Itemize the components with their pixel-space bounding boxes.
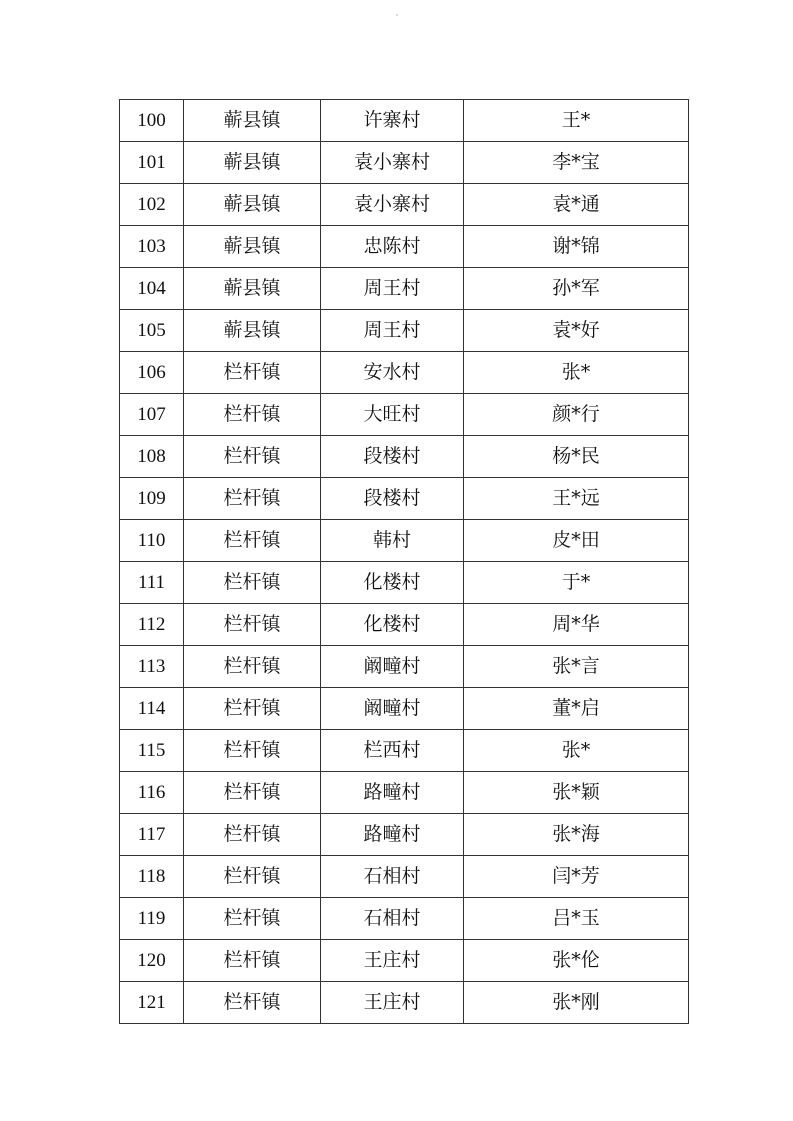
town-cell: 栏杆镇	[184, 814, 321, 856]
scan-speck	[396, 14, 398, 16]
person-name-cell: 张*海	[464, 814, 689, 856]
row-number: 112	[120, 604, 184, 646]
table-row	[120, 352, 689, 394]
town-cell: 栏杆镇	[184, 352, 321, 394]
town-cell: 蕲县镇	[184, 310, 321, 352]
table-row	[120, 478, 689, 520]
person-name-cell: 袁*好	[464, 310, 689, 352]
person-name-cell: 李*宝	[464, 142, 689, 184]
village-cell: 段楼村	[321, 436, 464, 478]
village-cell: 王庄村	[321, 940, 464, 982]
row-number: 103	[120, 226, 184, 268]
town-cell: 蕲县镇	[184, 100, 321, 142]
town-cell: 蕲县镇	[184, 268, 321, 310]
table-row	[120, 982, 689, 1024]
person-name-cell: 张*刚	[464, 982, 689, 1024]
roster-body	[120, 100, 689, 1024]
row-number: 113	[120, 646, 184, 688]
village-cell: 石相村	[321, 898, 464, 940]
person-name-cell: 周*华	[464, 604, 689, 646]
person-name-cell: 张*颖	[464, 772, 689, 814]
row-number: 114	[120, 688, 184, 730]
table-row	[120, 898, 689, 940]
village-cell: 袁小寨村	[321, 184, 464, 226]
row-number: 107	[120, 394, 184, 436]
row-number: 100	[120, 100, 184, 142]
table-row	[120, 268, 689, 310]
row-number: 102	[120, 184, 184, 226]
village-cell: 韩村	[321, 520, 464, 562]
village-cell: 段楼村	[321, 478, 464, 520]
table-row	[120, 604, 689, 646]
table-row	[120, 730, 689, 772]
village-cell: 阚疃村	[321, 688, 464, 730]
person-name-cell: 董*启	[464, 688, 689, 730]
row-number: 108	[120, 436, 184, 478]
town-cell: 栏杆镇	[184, 520, 321, 562]
table-row	[120, 520, 689, 562]
table-row	[120, 394, 689, 436]
village-cell: 安水村	[321, 352, 464, 394]
town-cell: 栏杆镇	[184, 856, 321, 898]
table-row	[120, 646, 689, 688]
village-cell: 阚疃村	[321, 646, 464, 688]
roster-table	[119, 99, 689, 1024]
person-name-cell: 于*	[464, 562, 689, 604]
table-row	[120, 436, 689, 478]
row-number: 101	[120, 142, 184, 184]
person-name-cell: 颜*行	[464, 394, 689, 436]
village-cell: 许寨村	[321, 100, 464, 142]
row-number: 111	[120, 562, 184, 604]
row-number: 117	[120, 814, 184, 856]
town-cell: 栏杆镇	[184, 772, 321, 814]
person-name-cell: 张*	[464, 352, 689, 394]
village-cell: 路疃村	[321, 772, 464, 814]
town-cell: 栏杆镇	[184, 394, 321, 436]
town-cell: 栏杆镇	[184, 940, 321, 982]
person-name-cell: 杨*民	[464, 436, 689, 478]
row-number: 110	[120, 520, 184, 562]
town-cell: 蕲县镇	[184, 226, 321, 268]
table-row	[120, 142, 689, 184]
table-row	[120, 856, 689, 898]
village-cell: 周王村	[321, 310, 464, 352]
person-name-cell: 张*伦	[464, 940, 689, 982]
row-number: 105	[120, 310, 184, 352]
table-row	[120, 226, 689, 268]
person-name-cell: 王*远	[464, 478, 689, 520]
town-cell: 栏杆镇	[184, 688, 321, 730]
town-cell: 栏杆镇	[184, 646, 321, 688]
village-cell: 王庄村	[321, 982, 464, 1024]
village-cell: 化楼村	[321, 604, 464, 646]
table-row	[120, 688, 689, 730]
row-number: 106	[120, 352, 184, 394]
row-number: 109	[120, 478, 184, 520]
person-name-cell: 谢*锦	[464, 226, 689, 268]
row-number: 116	[120, 772, 184, 814]
town-cell: 蕲县镇	[184, 184, 321, 226]
person-name-cell: 张*言	[464, 646, 689, 688]
person-name-cell: 张*	[464, 730, 689, 772]
table-row	[120, 940, 689, 982]
person-name-cell: 皮*田	[464, 520, 689, 562]
village-cell: 路疃村	[321, 814, 464, 856]
row-number: 121	[120, 982, 184, 1024]
town-cell: 栏杆镇	[184, 982, 321, 1024]
village-cell: 石相村	[321, 856, 464, 898]
table-row	[120, 184, 689, 226]
person-name-cell: 孙*军	[464, 268, 689, 310]
row-number: 120	[120, 940, 184, 982]
town-cell: 栏杆镇	[184, 436, 321, 478]
table-row	[120, 100, 689, 142]
town-cell: 蕲县镇	[184, 142, 321, 184]
table-row	[120, 562, 689, 604]
person-name-cell: 吕*玉	[464, 898, 689, 940]
town-cell: 栏杆镇	[184, 730, 321, 772]
village-cell: 栏西村	[321, 730, 464, 772]
row-number: 115	[120, 730, 184, 772]
village-cell: 化楼村	[321, 562, 464, 604]
table-row	[120, 310, 689, 352]
person-name-cell: 袁*通	[464, 184, 689, 226]
table-row	[120, 814, 689, 856]
village-cell: 大旺村	[321, 394, 464, 436]
village-cell: 忠陈村	[321, 226, 464, 268]
town-cell: 栏杆镇	[184, 478, 321, 520]
row-number: 104	[120, 268, 184, 310]
row-number: 119	[120, 898, 184, 940]
table-row	[120, 772, 689, 814]
person-name-cell: 王*	[464, 100, 689, 142]
person-name-cell: 闫*芳	[464, 856, 689, 898]
row-number: 118	[120, 856, 184, 898]
village-cell: 周王村	[321, 268, 464, 310]
village-cell: 袁小寨村	[321, 142, 464, 184]
town-cell: 栏杆镇	[184, 562, 321, 604]
town-cell: 栏杆镇	[184, 604, 321, 646]
town-cell: 栏杆镇	[184, 898, 321, 940]
